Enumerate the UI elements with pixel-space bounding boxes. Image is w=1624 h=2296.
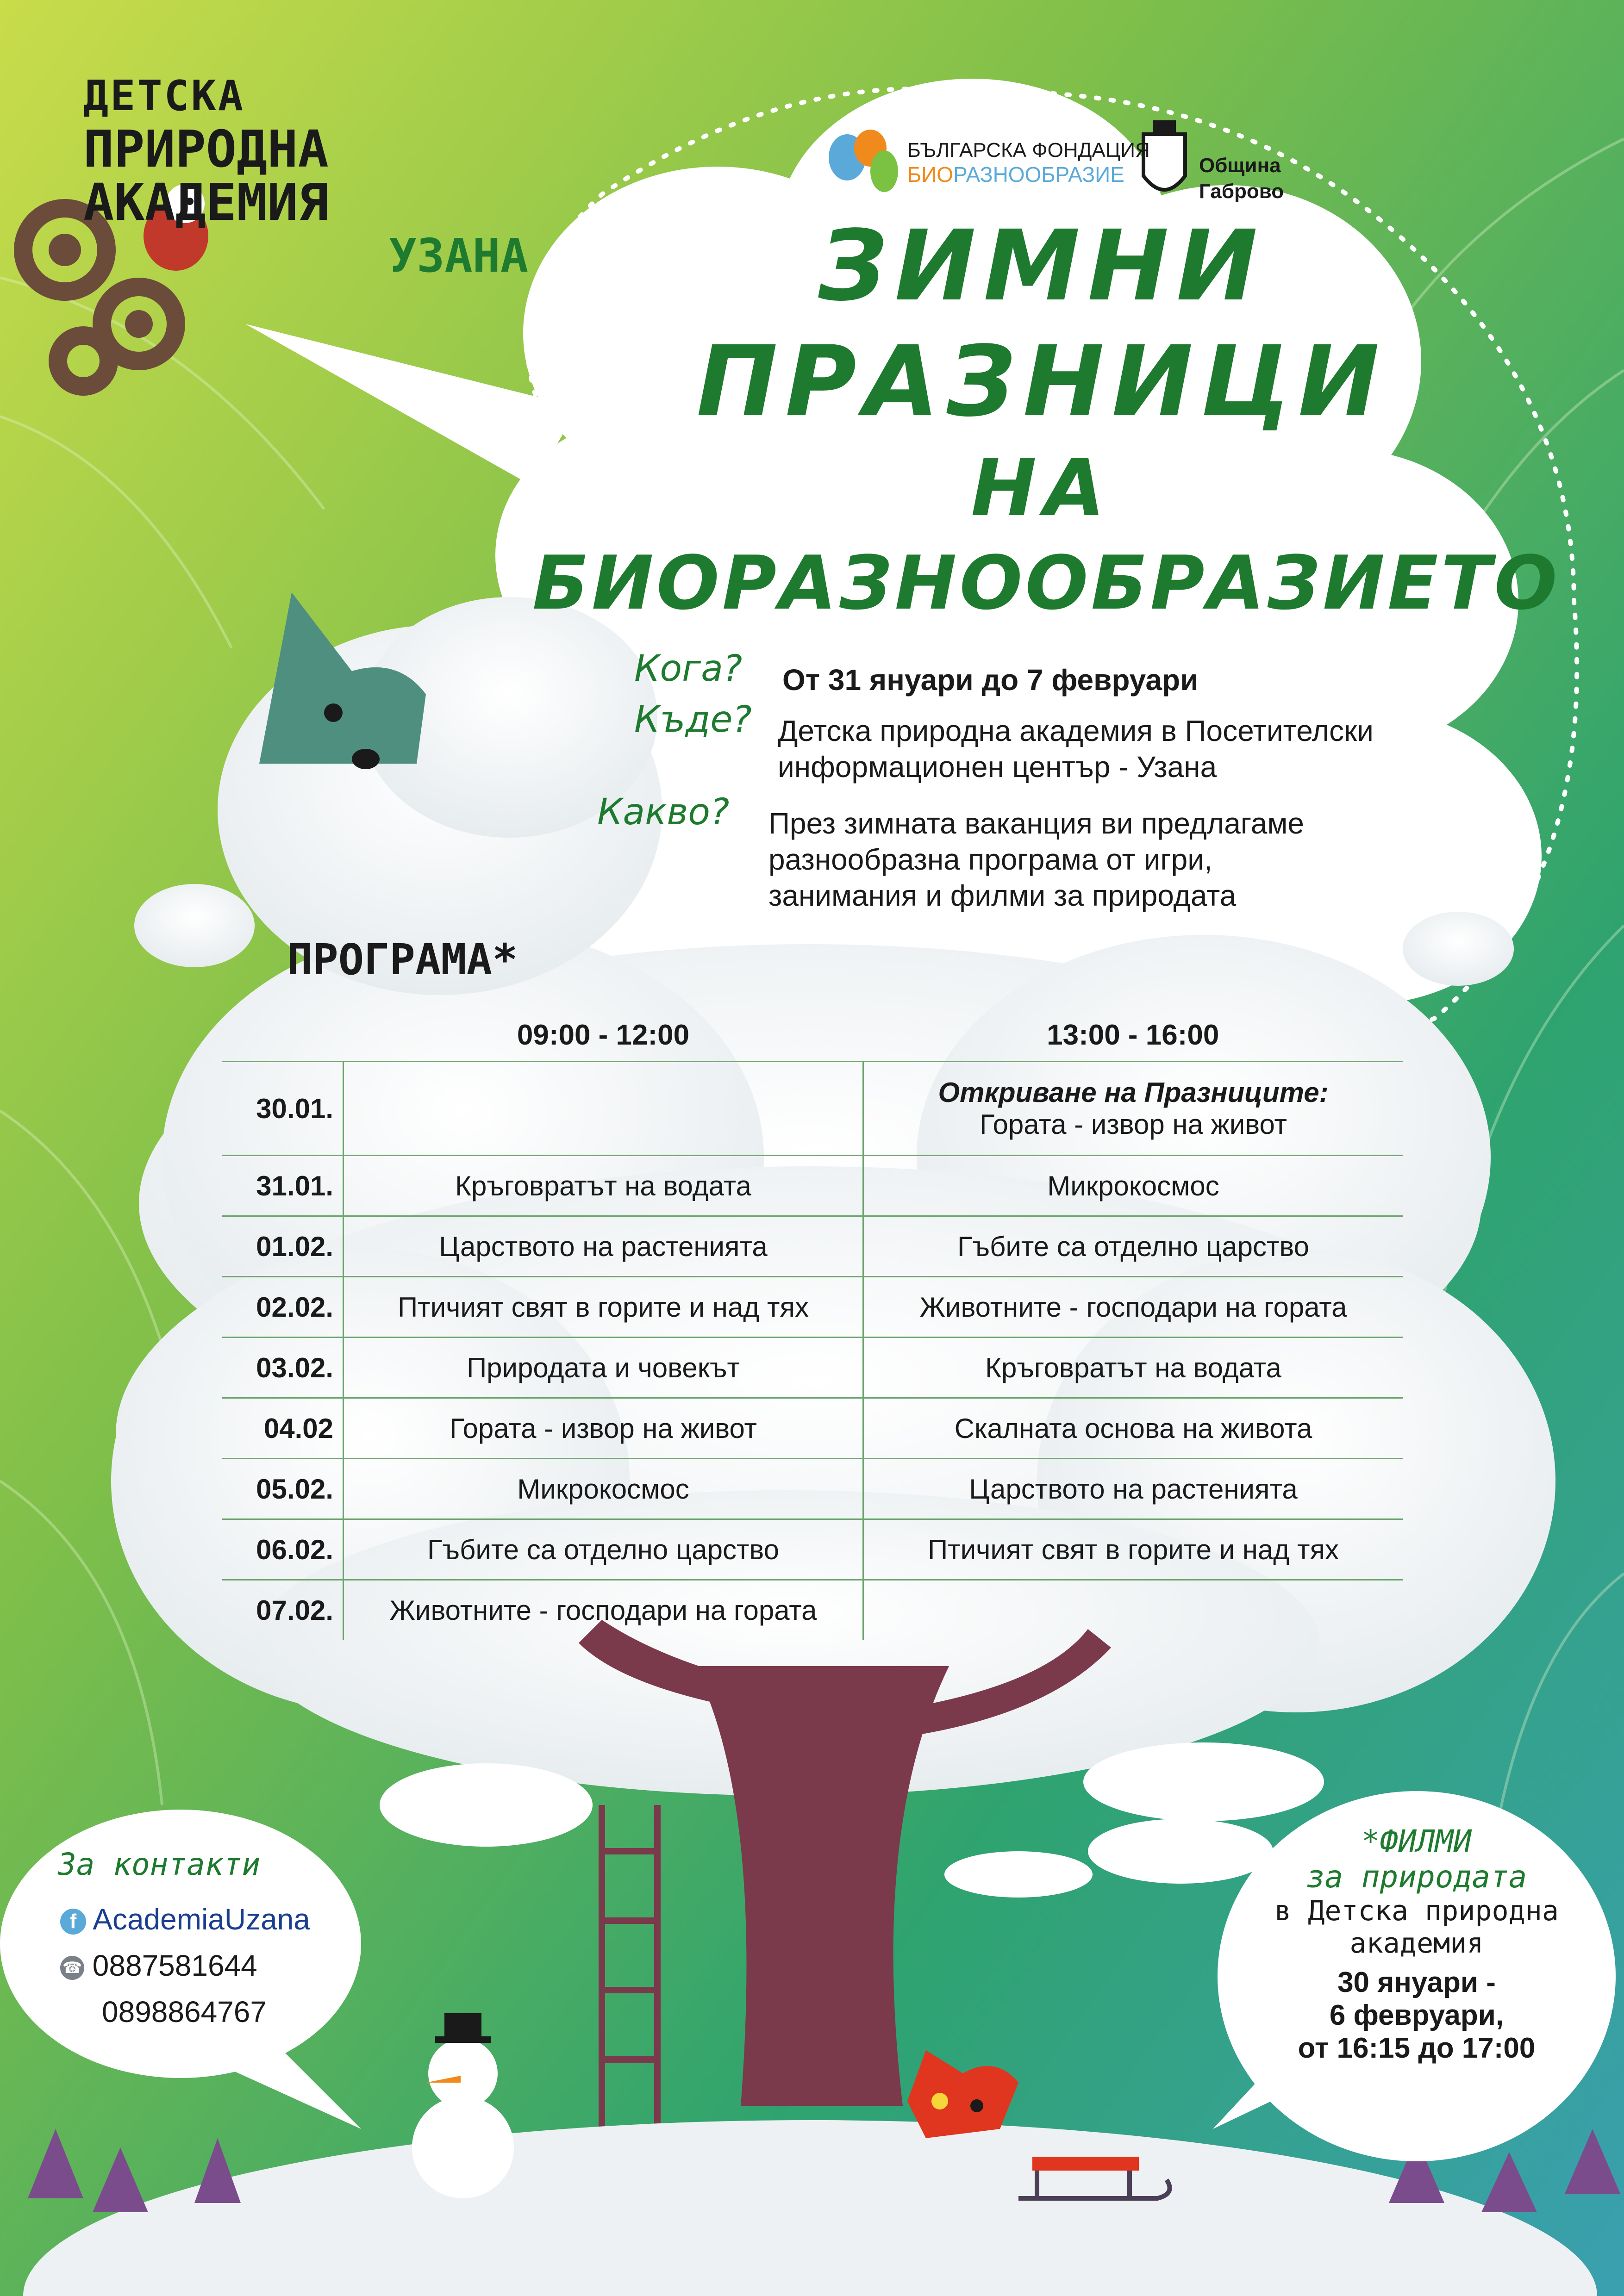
what-label: Какво? bbox=[597, 791, 730, 833]
phone1[interactable] bbox=[60, 1948, 257, 1983]
where-value bbox=[778, 713, 1374, 785]
title-line3: НА bbox=[971, 442, 1112, 534]
foundation-name-line1: БЪЛГАРСКА ФОНДАЦИЯ bbox=[907, 139, 1150, 162]
program-heading: ПРОГРАМА* bbox=[287, 935, 518, 984]
foundation-name-line2 bbox=[907, 162, 1150, 187]
films-line6: 6 февруари, bbox=[1329, 1999, 1504, 2031]
what-value-line3: занимания и филми за природата bbox=[768, 879, 1237, 912]
row-date: 31.01. bbox=[222, 1156, 344, 1216]
where-value-line2: информационен център - Узана bbox=[778, 750, 1217, 784]
row-date: 02.02. bbox=[222, 1277, 344, 1338]
films-line5: 30 януари - bbox=[1337, 1966, 1496, 1998]
when-value: От 31 януари до 7 февруари bbox=[782, 663, 1199, 697]
academy-logo-line1: ДЕТСКА bbox=[83, 72, 245, 120]
row-afternoon: Кръговратът на водата bbox=[863, 1338, 1403, 1398]
event-title bbox=[532, 208, 1560, 629]
films-line2: за природата bbox=[1306, 1859, 1527, 1895]
foundation-bio: БИО bbox=[907, 162, 954, 187]
row-date: 04.02 bbox=[222, 1398, 344, 1459]
films-line3: в Детска природна bbox=[1274, 1895, 1559, 1927]
where-value-line1: Детска природна академия в Посетителски bbox=[778, 714, 1374, 747]
what-value bbox=[768, 805, 1304, 914]
row-date: 06.02. bbox=[222, 1519, 344, 1580]
table-row bbox=[222, 1156, 1403, 1216]
table-row bbox=[222, 1459, 1403, 1519]
table-row bbox=[222, 1519, 1403, 1580]
where-label: Къде? bbox=[634, 699, 752, 740]
row-afternoon bbox=[863, 1580, 1403, 1640]
row-morning: Кръговратът на водата bbox=[344, 1156, 863, 1216]
row-afternoon: Гъбите са отделно царство bbox=[863, 1216, 1403, 1277]
municipality-name bbox=[1199, 153, 1284, 205]
what-value-line1: През зимната ваканция ви предлагаме bbox=[768, 807, 1304, 840]
foundation-diversity: РАЗНООБРАЗИЕ bbox=[953, 162, 1124, 187]
films-note bbox=[1227, 1823, 1606, 2065]
when-label: Кога? bbox=[634, 648, 743, 690]
row-afternoon-text: Гората - извор на живот bbox=[980, 1109, 1287, 1140]
program-table-header bbox=[222, 1009, 1403, 1062]
row-morning bbox=[344, 1062, 863, 1156]
phone-icon: ☎ bbox=[60, 1956, 84, 1980]
title-line1: ЗИМНИ bbox=[818, 209, 1265, 323]
row-date: 01.02. bbox=[222, 1216, 344, 1277]
films-line4: академия bbox=[1349, 1927, 1484, 1960]
phone2[interactable]: 0898864767 bbox=[102, 1995, 267, 2028]
row-morning: Птичият свят в горите и над тях bbox=[344, 1277, 863, 1338]
academy-logo-line4: УЗАНА bbox=[389, 229, 529, 283]
morning-column-header: 09:00 - 12:00 bbox=[517, 1019, 690, 1051]
films-line7: от 16:15 до 17:00 bbox=[1298, 2032, 1536, 2064]
title-line2: ПРАЗНИЦИ bbox=[696, 325, 1387, 438]
row-morning: Животните - господари на гората bbox=[344, 1580, 863, 1640]
table-row bbox=[222, 1398, 1403, 1459]
row-afternoon: Микрокосмос bbox=[863, 1156, 1403, 1216]
row-afternoon: Животните - господари на гората bbox=[863, 1277, 1403, 1338]
row-morning: Царството на растенията bbox=[344, 1216, 863, 1277]
row-afternoon: Скалната основа на живота bbox=[863, 1398, 1403, 1459]
municipality-line2: Габрово bbox=[1199, 180, 1284, 203]
row-date: 30.01. bbox=[222, 1062, 344, 1156]
phone1-number: 0887581644 bbox=[92, 1949, 257, 1982]
row-date: 05.02. bbox=[222, 1459, 344, 1519]
academy-logo-line3: АКАДЕМИЯ bbox=[83, 173, 329, 232]
facebook-handle: AcademiaUzana bbox=[93, 1903, 310, 1936]
academy-logo-line2: ПРИРОДНА bbox=[83, 119, 329, 179]
row-morning: Природата и човекът bbox=[344, 1338, 863, 1398]
what-value-line2: разнообразна програма от игри, bbox=[768, 843, 1212, 876]
films-line1: *ФИЛМИ bbox=[1361, 1823, 1472, 1859]
table-row bbox=[222, 1580, 1403, 1640]
row-afternoon: Птичият свят в горите и над тях bbox=[863, 1519, 1403, 1580]
row-afternoon: Царството на растенията bbox=[863, 1459, 1403, 1519]
row-date: 03.02. bbox=[222, 1338, 344, 1398]
program-table bbox=[222, 1009, 1403, 1640]
municipality-line1: Община bbox=[1199, 154, 1281, 177]
table-row bbox=[222, 1277, 1403, 1338]
table-row bbox=[222, 1216, 1403, 1277]
table-row bbox=[222, 1338, 1403, 1398]
facebook-icon: f bbox=[60, 1909, 86, 1935]
facebook-link[interactable] bbox=[60, 1902, 310, 1936]
row-morning: Микрокосмос bbox=[344, 1459, 863, 1519]
row-morning: Гъбите са отделно царство bbox=[344, 1519, 863, 1580]
afternoon-column-header: 13:00 - 16:00 bbox=[1047, 1019, 1219, 1051]
row-afternoon bbox=[863, 1062, 1403, 1156]
table-row bbox=[222, 1062, 1403, 1156]
date-column-header bbox=[222, 1009, 344, 1062]
title-line4: БИОРАЗНООБРАЗИЕТО bbox=[532, 540, 1560, 626]
contacts-title: За контакти bbox=[58, 1847, 261, 1882]
opening-label: Откриване на Празниците: bbox=[938, 1077, 1329, 1108]
row-date: 07.02. bbox=[222, 1580, 344, 1640]
row-morning: Гората - извор на живот bbox=[344, 1398, 863, 1459]
foundation-name bbox=[907, 139, 1150, 187]
academy-logo bbox=[83, 69, 593, 282]
